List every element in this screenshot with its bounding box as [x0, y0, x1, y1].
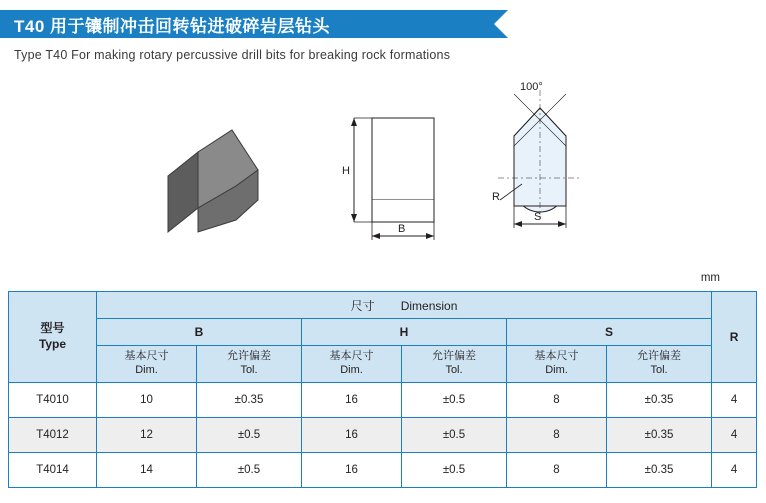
header-s-tol	[607, 346, 712, 383]
side-view-figure	[470, 78, 630, 253]
header-b-tol-en: Tol.	[240, 364, 258, 376]
header-h-tol	[402, 346, 507, 383]
isometric-tip-figure	[140, 108, 280, 253]
header-dimension-en: Dimension	[400, 298, 458, 313]
cell-h-dim: 16	[302, 453, 402, 488]
header-h-dim	[302, 346, 402, 383]
figure-area	[0, 78, 766, 268]
header-s-tol-cn: 允许偏差	[637, 350, 682, 363]
header-h-dim-cn: 基本尺寸	[329, 350, 374, 363]
units-label: mm	[700, 272, 720, 284]
header-b-dim-cn: 基本尺寸	[124, 350, 169, 363]
header-s-dim	[507, 346, 607, 383]
cell-type: T4010	[9, 383, 97, 418]
cell-r: 4	[712, 453, 757, 488]
svg-text:H: H	[342, 165, 350, 177]
cell-r: 4	[712, 383, 757, 418]
cell-h-tol: ±0.5	[402, 418, 507, 453]
header-dimension-cn: 尺寸	[350, 298, 375, 313]
cell-r: 4	[712, 418, 757, 453]
svg-text:R: R	[492, 191, 500, 203]
table-row	[9, 453, 757, 488]
header-type-cn: 型号	[40, 321, 65, 336]
header-type-en: Type	[38, 337, 67, 351]
spec-table-wrap	[8, 291, 739, 488]
cell-h-tol: ±0.5	[402, 383, 507, 418]
header-h-tol-cn: 允许偏差	[432, 350, 476, 363]
header-type	[9, 292, 97, 383]
cell-b-tol: ±0.35	[197, 383, 302, 418]
header-b-tol	[197, 346, 302, 383]
table-header-row-2	[9, 319, 757, 346]
cell-s-dim: 8	[507, 453, 607, 488]
cell-s-dim: 8	[507, 418, 607, 453]
cell-h-dim: 16	[302, 383, 402, 418]
header-group-s: S	[507, 319, 712, 346]
table-header-row-1	[9, 292, 757, 319]
page-subtitle: Type T40 For making rotary percussive drill bits for breaking rock formations	[14, 48, 451, 62]
cell-s-tol: ±0.35	[607, 418, 712, 453]
svg-text:S: S	[534, 211, 542, 223]
cell-s-tol: ±0.35	[607, 453, 712, 488]
svg-text:B: B	[398, 223, 406, 235]
header-b-tol-cn: 允许偏差	[227, 350, 271, 363]
front-view-figure	[330, 96, 460, 251]
header-b-dim-en: Dim.	[135, 364, 158, 376]
header-r: R	[712, 292, 757, 383]
table-header-row-3	[9, 346, 757, 383]
header-h-tol-en: Tol.	[445, 364, 463, 376]
header-s-dim-cn: 基本尺寸	[534, 350, 579, 363]
header-s-dim-en: Dim.	[545, 364, 568, 376]
cell-b-tol: ±0.5	[197, 418, 302, 453]
page-title: T40 用于镶制冲击回转钻进破碎岩层钻头	[14, 17, 331, 36]
header-group-b: B	[97, 319, 302, 346]
table-row	[9, 418, 757, 453]
svg-text:100°: 100°	[520, 81, 543, 93]
header-b-dim	[97, 346, 197, 383]
cell-type: T4012	[9, 418, 97, 453]
cell-s-tol: ±0.35	[607, 383, 712, 418]
table-row	[9, 383, 757, 418]
header-dimension	[97, 292, 712, 319]
cell-h-dim: 16	[302, 418, 402, 453]
header-s-tol-en: Tol.	[650, 364, 668, 376]
cell-type: T4014	[9, 453, 97, 488]
cell-b-dim: 10	[97, 383, 197, 418]
cell-s-dim: 8	[507, 383, 607, 418]
cell-b-dim: 12	[97, 418, 197, 453]
cell-h-tol: ±0.5	[402, 453, 507, 488]
header-group-h: H	[302, 319, 507, 346]
spec-table	[8, 291, 757, 488]
cell-b-dim: 14	[97, 453, 197, 488]
header-h-dim-en: Dim.	[340, 364, 363, 376]
cell-b-tol: ±0.5	[197, 453, 302, 488]
